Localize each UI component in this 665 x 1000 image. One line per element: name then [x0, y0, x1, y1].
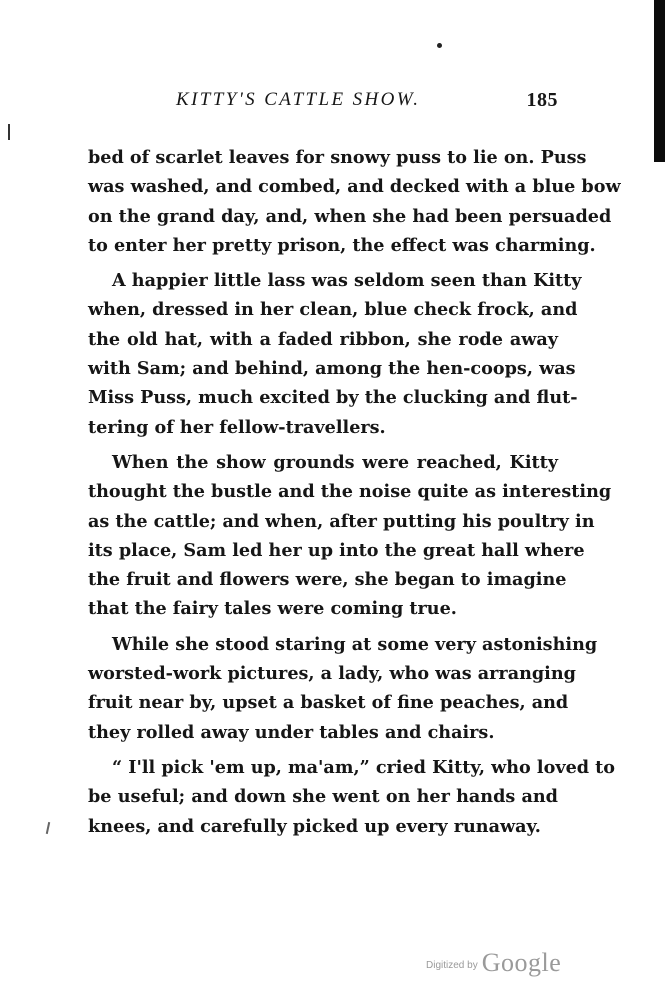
text-line: While she stood staring at some very astonishing — [112, 633, 598, 655]
text-line: “ I'll pick 'em up, ma'am,” cried Kitty, who loved to — [112, 756, 616, 778]
text-line: they rolled away under tables and chairs. — [88, 721, 495, 743]
text-line: when, dressed in her clean, blue check frock, and — [88, 299, 578, 321]
ink-speck — [437, 43, 442, 48]
text-line: the fruit and flowers were, she began to imagine — [88, 569, 567, 591]
paragraph — [88, 266, 582, 442]
margin-mark — [8, 124, 10, 140]
text-line: tering of her fellow-travellers. — [88, 416, 386, 438]
paragraph — [88, 143, 621, 260]
text-line: be useful; and down she went on her hands and — [88, 786, 558, 808]
running-head — [88, 89, 558, 113]
text-line: A happier little lass was seldom seen than Kitty — [112, 270, 582, 292]
paragraph — [88, 753, 616, 841]
page-number: 185 — [526, 89, 558, 111]
text-line: that the fairy tales were coming true. — [88, 598, 457, 620]
text-line: bed of scarlet leaves for snowy puss to lie on. Puss — [88, 147, 587, 168]
body-text — [88, 143, 621, 847]
text-line: on the grand day, and, when she had been persuaded — [88, 205, 612, 227]
text-line: its place, Sam led her up into the great hall where — [88, 539, 585, 561]
paragraph — [88, 630, 598, 747]
google-logo: Google — [481, 948, 562, 977]
text-line: as the cattle; and when, after putting his poultry in — [88, 510, 595, 532]
text-line: with Sam; and behind, among the hen-coops, was — [88, 358, 576, 380]
text-line: was washed, and combed, and decked with a blue bow — [88, 176, 621, 198]
margin-mark-lower — [46, 822, 50, 834]
watermark-caption: Digitized by — [426, 960, 478, 971]
digitized-watermark — [426, 948, 561, 978]
page-edge-shadow — [654, 0, 665, 162]
paragraph — [88, 448, 612, 624]
text-line: knees, and carefully picked up every runaway. — [88, 815, 541, 837]
text-line: fruit near by, upset a basket of fine peaches, and — [88, 692, 569, 714]
text-line: When the show grounds were reached, Kitty — [112, 451, 558, 473]
text-line: Miss Puss, much excited by the clucking and flut- — [88, 387, 578, 409]
text-line: to enter her pretty prison, the effect was charming. — [88, 234, 596, 256]
text-line: the old hat, with a faded ribbon, she rode away — [88, 328, 558, 350]
running-title: KITTY'S CATTLE SHOW. — [176, 89, 421, 110]
text-line: worsted-work pictures, a lady, who was arranging — [88, 663, 576, 685]
text-line: thought the bustle and the noise quite as interesting — [88, 481, 612, 503]
